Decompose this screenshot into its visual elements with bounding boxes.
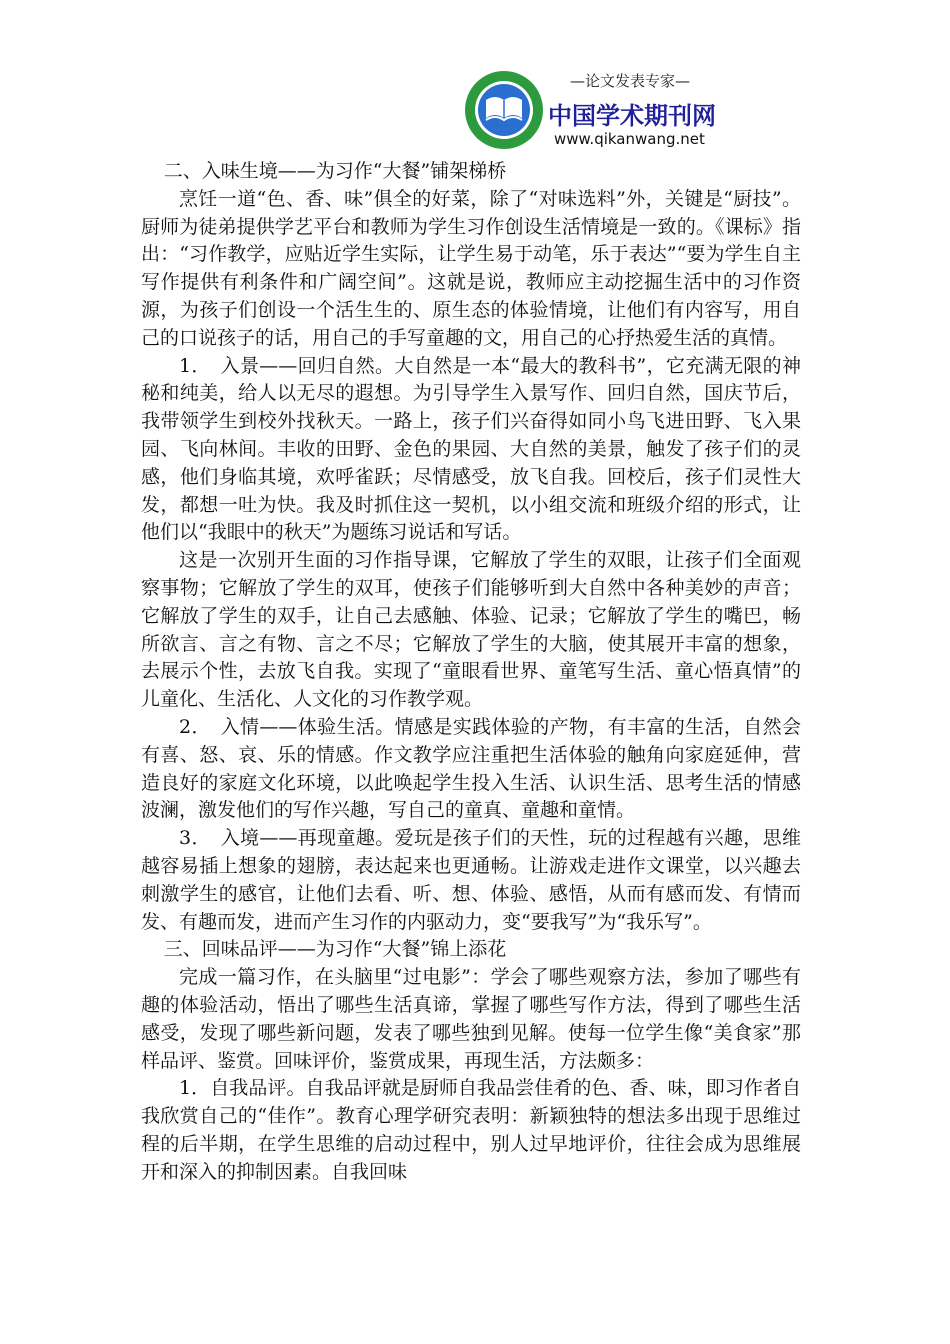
section-heading-2: 二、入味生境——为习作“大餐”铺架梯桥 — [163, 160, 507, 182]
paragraph: 完成一篇习作，在头脑里“过电影”：学会了哪些观察方法，参加了哪些有趣的体验活动，悟出了哪些生活真谛，掌握了哪些写作方法，得到了哪些生活感受，发现了哪些新问题，发表了哪些独到见解。使每一位学生像“美食家”那样品评、鉴赏。回味评价，鉴赏成果，再现生活，方法颇多： — [141, 966, 801, 1072]
article-body — [141, 158, 801, 1186]
paragraph: 1．自我品评。自我品评就是厨师自我品尝佳肴的色、香、味，即习作者自我欣赏自己的“佳作”。教育心理学研究表明：新颖独特的想法多出现于思维过程的后半期，在学生思维的启动过程中，别人过早地评价，往往会成为思维展开和深入的抑制因素。自我回味 — [141, 1077, 801, 1183]
paragraph: 这是一次别开生面的习作指导课，它解放了学生的双眼，让孩子们全面观察事物；它解放了学生的双耳，使孩子们能够听到大自然中各种美妙的声音；它解放了学生的双手，让自己去感触、体验、记录；它解放了学生的嘴巴，畅所欲言、言之有物、言之不尽；它解放了学生的大脑，使其展开丰富的想象，去展示个性，去放飞自我。实现了“童眼看世界、童笔写生活、童心悟真情”的儿童化、生活化、人文化的习作教学观。 — [141, 549, 801, 711]
section-heading-3: 三、回味品评——为习作“大餐”锦上添花 — [163, 938, 507, 961]
paragraph: 3． 入境——再现童趣。爱玩是孩子们的天性，玩的过程越有兴趣，思维越容易插上想象的翅膀，表达起来也更通畅。让游戏走进作文课堂，以兴趣去刺激学生的感官，让他们去看、听、想、体验、感悟，从而有感而发、有情而发、有趣而发，进而产生习作的内驱动力，变“要我写”为“我乐写”。 — [141, 827, 801, 933]
logo-brand-name: 中国学术期刊网 — [548, 102, 716, 130]
logo-url: www.qikanwang.net — [554, 130, 705, 148]
journal-logo — [464, 66, 716, 156]
paragraph: 烹饪一道“色、香、味”俱全的好菜，除了“对味选料”外，关键是“厨技”。厨师为徒弟提供学艺平台和教师为学生习作创设生活情境是一致的。《课标》指出：“习作教学，应贴近学生实际，让学生易于动笔，乐于表达”“要为学生自主写作提供有利条件和广阔空间”。这就是说，教师应主动挖掘生活中的习作资源，为孩子们创设一个活生生的、原生态的体验情境，让他们有内容写，用自己的口说孩子的话，用自己的手写童趣的文，用自己的心抒热爱生活的真情。 — [141, 187, 801, 349]
book-emblem-icon — [464, 70, 544, 150]
paragraph: 1． 入景——回归自然。大自然是一本“最大的教科书”，它充满无限的神秘和纯美，给人以无尽的遐想。为引导学生入景写作、回归自然，国庆节后，我带领学生到校外找秋天。一路上，孩子们兴奋得如同小鸟飞进田野、飞入果园、飞向林间。丰收的田野、金色的果园、大自然的美景，触发了孩子们的灵感，他们身临其境，欢呼雀跃；尽情感受，放飞自我。回校后，孩子们灵性大发，都想一吐为快。我及时抓住这一契机，以小组交流和班级介绍的形式，让他们以“我眼中的秋天”为题练习说话和写话。 — [141, 354, 801, 544]
logo-slogan: —论文发表专家— — [570, 72, 691, 90]
paragraph: 2． 入情——体验生活。情感是实践体验的产物，有丰富的生活，自然会有喜、怒、哀、乐的情感。作文教学应注重把生活体验的触角向家庭延伸，营造良好的家庭文化环境，以此唤起学生投入生活、认识生活、思考生活的情感波澜，激发他们的写作兴趣，写自己的童真、童趣和童情。 — [141, 715, 801, 822]
